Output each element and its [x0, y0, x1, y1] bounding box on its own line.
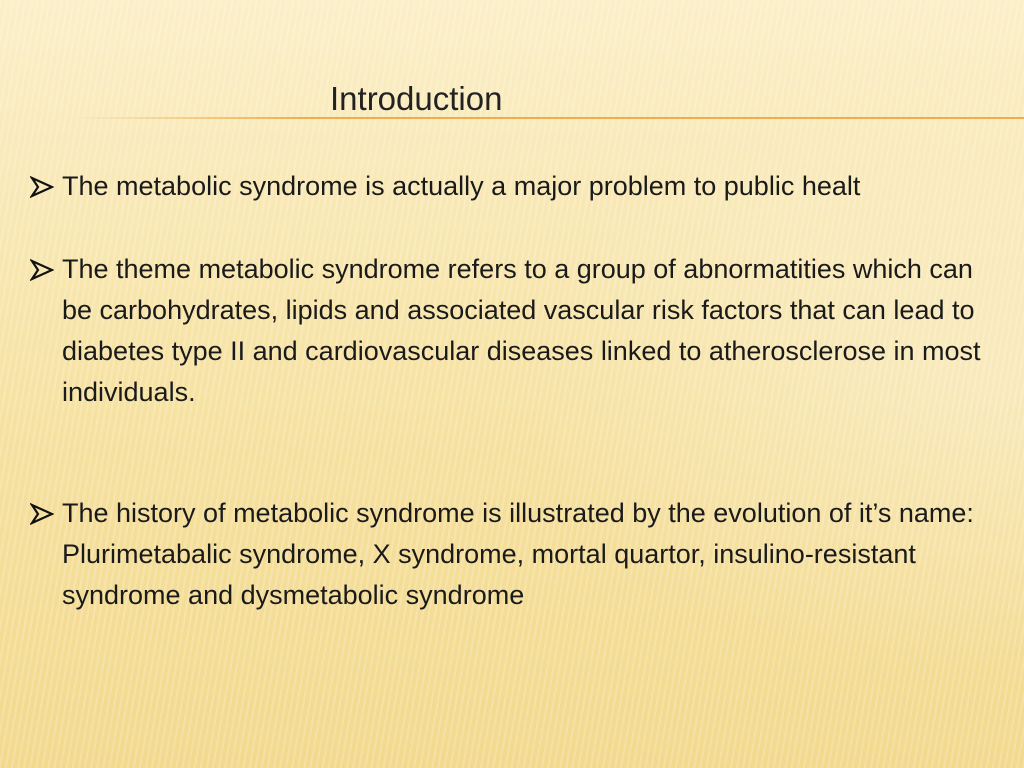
- bullet-text: The metabolic syndrome is actually a major problem to public healt: [62, 171, 861, 201]
- arrow-bullet-icon: [30, 166, 62, 207]
- slide-title: Introduction: [330, 80, 503, 117]
- title-divider: [70, 117, 1024, 119]
- arrow-bullet-icon: [30, 249, 62, 290]
- bullet-item: [30, 493, 990, 616]
- bullet-text: The theme metabolic syndrome refers to a group of abnormatities which can be carbohydrates, lipids and associated vascular risk factors that can lead to diabetes type II and cardiovascular diseases linked to atherosclerose in most individuals.: [62, 254, 981, 407]
- arrow-bullet-icon: [30, 493, 62, 534]
- bullet-text: The history of metabolic syndrome is illustrated by the evolution of it’s name: Plurimetabalic syndrome, X syndrome, mortal quartor, insulino-resistant syndrome and dysmetabolic syndrome: [62, 498, 974, 610]
- bullet-list: [30, 166, 990, 616]
- bullet-item: [30, 166, 990, 207]
- bullet-item: [30, 249, 990, 413]
